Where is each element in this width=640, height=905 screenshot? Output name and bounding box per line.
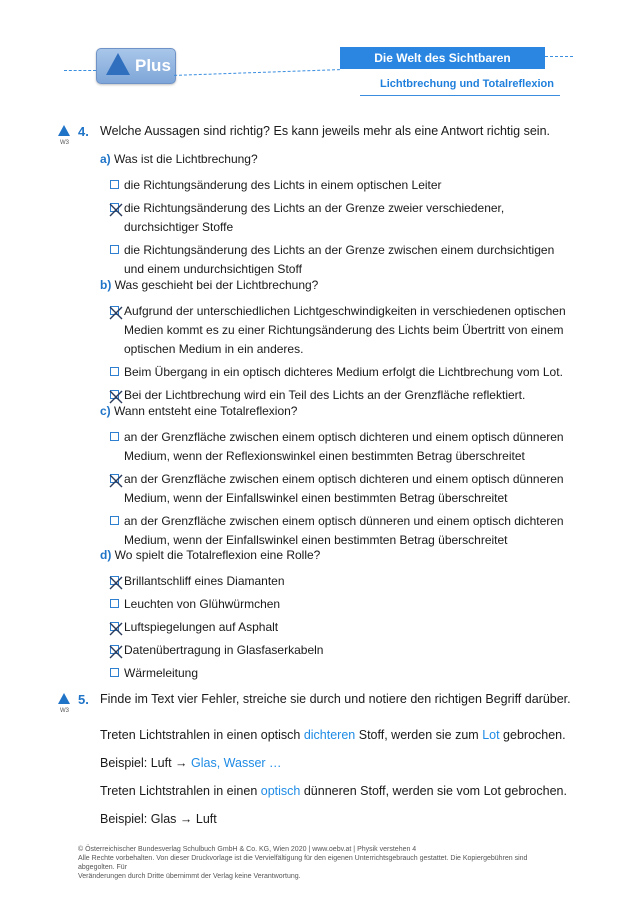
checkbox[interactable]: [110, 180, 119, 189]
triangle-icon: [106, 53, 130, 75]
option-text: Leuchten von Glühwürmchen: [124, 597, 281, 611]
option-text: Wärmeleitung: [124, 666, 199, 680]
answer-option: [110, 302, 570, 359]
answer-word: Lot: [482, 728, 500, 742]
footer: [78, 845, 548, 881]
checkbox[interactable]: [110, 367, 119, 376]
header-dashed-line-left: [64, 70, 96, 71]
option-text: an der Grenzfläche zwischen einem optisch dichteren und einem optisch dünneren: [124, 472, 564, 486]
answer-word: Glas, Wasser …: [191, 756, 282, 770]
task-triangle-icon: [58, 693, 70, 704]
checkbox[interactable]: [110, 599, 119, 608]
answer-option: [110, 618, 570, 637]
question-text: Was ist die Lichtbrechung?: [114, 152, 258, 166]
option-text: und einem undurchsichtigen Stoff: [124, 262, 302, 276]
option-text: die Richtungsänderung des Lichts an der Grenze zweier verschiedener,: [124, 201, 505, 215]
cross-mark-icon: [109, 203, 123, 217]
answer-option: [110, 595, 570, 614]
cross-mark-icon: [109, 645, 123, 659]
footer-line: Alle Rechte vorbehalten. Von dieser Druckvorlage ist die Vervielfältigung für den eigenen Unterrichtsgebrauch gestattet. Die Kopiergebühren sind abgegolten. Für: [78, 855, 528, 871]
sentence-2: [100, 784, 567, 798]
task-number: 4.: [78, 124, 89, 139]
answer-option: [110, 641, 570, 660]
answer-option: [110, 428, 570, 466]
logo-text: Plus: [135, 56, 171, 75]
checkbox[interactable]: [110, 245, 119, 254]
checkbox[interactable]: [110, 622, 119, 631]
option-text: die Richtungsänderung des Lichts in einem optischen Leiter: [124, 178, 442, 192]
task-prompt: Finde im Text vier Fehler, streiche sie durch und notiere den richtigen Begriff darüber.: [100, 692, 571, 706]
option-text: Datenübertragung in Glasfaserkabeln: [124, 643, 324, 657]
checkbox[interactable]: [110, 645, 119, 654]
answer-option: [110, 572, 570, 591]
subtitle-underline: [360, 95, 560, 96]
cross-mark-icon: [109, 306, 123, 320]
checkbox[interactable]: [110, 516, 119, 525]
option-text: Beim Übergang in ein optisch dichteres Medium erfolgt die Lichtbrechung vom Lot.: [124, 365, 563, 379]
text-segment: Treten Lichtstrahlen in einen: [100, 784, 261, 798]
checkbox[interactable]: [110, 390, 119, 399]
question-label: [100, 548, 320, 562]
answer-word: optisch: [260, 784, 301, 798]
task-level-tag: W3: [60, 708, 69, 714]
header-dashed-line-mid: [174, 69, 340, 76]
answer-word: dichteren: [303, 728, 356, 742]
answer-option: [110, 199, 570, 237]
answer-option: [110, 363, 570, 382]
chapter-banner: Die Welt des Sichtbaren: [340, 47, 545, 69]
answer-option: [110, 386, 570, 405]
footer-line: © Österreichischer Bundesverlag Schulbuch GmbH & Co. KG, Wien 2020 | www.oebv.at | Physik verstehen 4: [78, 846, 417, 853]
checkbox[interactable]: [110, 203, 119, 212]
option-text: Medien kommt es zu einer Richtungsänderung des Lichts beim Übertritt von einem: [124, 323, 564, 337]
question-letter: b): [100, 278, 112, 292]
checkbox[interactable]: [110, 668, 119, 677]
option-text: an der Grenzfläche zwischen einem optisch dichteren und einem optisch dünneren: [124, 430, 564, 444]
text-segment: Beispiel: Luft →: [100, 756, 192, 770]
task-prompt: Welche Aussagen sind richtig? Es kann jeweils mehr als eine Antwort richtig sein.: [100, 124, 550, 138]
example-2: Beispiel: Glas → Luft: [100, 812, 217, 826]
question-label: [100, 152, 258, 166]
page-subtitle: Lichtbrechung und Totalreflexion: [380, 78, 554, 90]
option-text: Medium, wenn der Einfallswinkel einen bestimmten Betrag überschreitet: [124, 491, 508, 505]
answer-option: [110, 470, 570, 508]
task-triangle-icon: [58, 125, 70, 136]
question-text: Was geschieht bei der Lichtbrechung?: [114, 278, 319, 292]
checkbox[interactable]: [110, 576, 119, 585]
question-label: [100, 278, 318, 292]
text-segment: gebrochen.: [499, 728, 566, 742]
question-text: Wann entsteht eine Totalreflexion?: [114, 404, 298, 418]
text-segment: dünneren Stoff, werden sie vom Lot gebrochen.: [300, 784, 567, 798]
option-text: durchsichtiger Stoffe: [124, 220, 234, 234]
option-text: Bei der Lichtbrechung wird ein Teil des Lichts an der Grenzfläche reflektiert.: [124, 388, 526, 402]
question-text: Wo spielt die Totalreflexion eine Rolle?: [114, 548, 321, 562]
plus-logo: [96, 48, 176, 84]
checkbox[interactable]: [110, 474, 119, 483]
cross-mark-icon: [109, 576, 123, 590]
question-letter: c): [100, 404, 111, 418]
question-label: [100, 404, 297, 418]
checkbox[interactable]: [110, 432, 119, 441]
option-text: Medium, wenn der Einfallswinkel einen bestimmten Betrag überschreitet: [124, 533, 508, 547]
example-1: [100, 756, 282, 770]
sentence-1: [100, 728, 566, 742]
question-letter: a): [100, 152, 111, 166]
answer-option: [110, 512, 570, 550]
cross-mark-icon: [109, 390, 123, 404]
question-letter: d): [100, 548, 112, 562]
task-level-tag: W3: [60, 140, 69, 146]
option-text: optischen Medium in ein anderes.: [124, 342, 304, 356]
answer-option: [110, 664, 570, 683]
answer-option: [110, 241, 570, 279]
answer-option: [110, 176, 570, 195]
task-number: 5.: [78, 692, 89, 707]
option-text: Aufgrund der unterschiedlichen Lichtgeschwindigkeiten in verschiedenen optischen: [124, 304, 566, 318]
option-text: Brillantschliff eines Diamanten: [124, 574, 285, 588]
option-text: die Richtungsänderung des Lichts an der Grenze zwischen einem durchsichtigen: [124, 243, 555, 257]
checkbox[interactable]: [110, 306, 119, 315]
option-text: Medium, wenn der Reflexionswinkel einen bestimmten Betrag überschreitet: [124, 449, 525, 463]
footer-line: Veränderungen durch Dritte übernimmt der Verlag keine Verantwortung.: [78, 873, 301, 880]
option-text: an der Grenzfläche zwischen einem optisch dünneren und einem optisch dichteren: [124, 514, 564, 528]
cross-mark-icon: [109, 474, 123, 488]
text-segment: Stoff, werden sie zum: [355, 728, 483, 742]
option-text: Luftspiegelungen auf Asphalt: [124, 620, 279, 634]
cross-mark-icon: [109, 622, 123, 636]
header-dashed-line-right: [545, 56, 573, 57]
text-segment: Treten Lichtstrahlen in einen optisch: [100, 728, 304, 742]
